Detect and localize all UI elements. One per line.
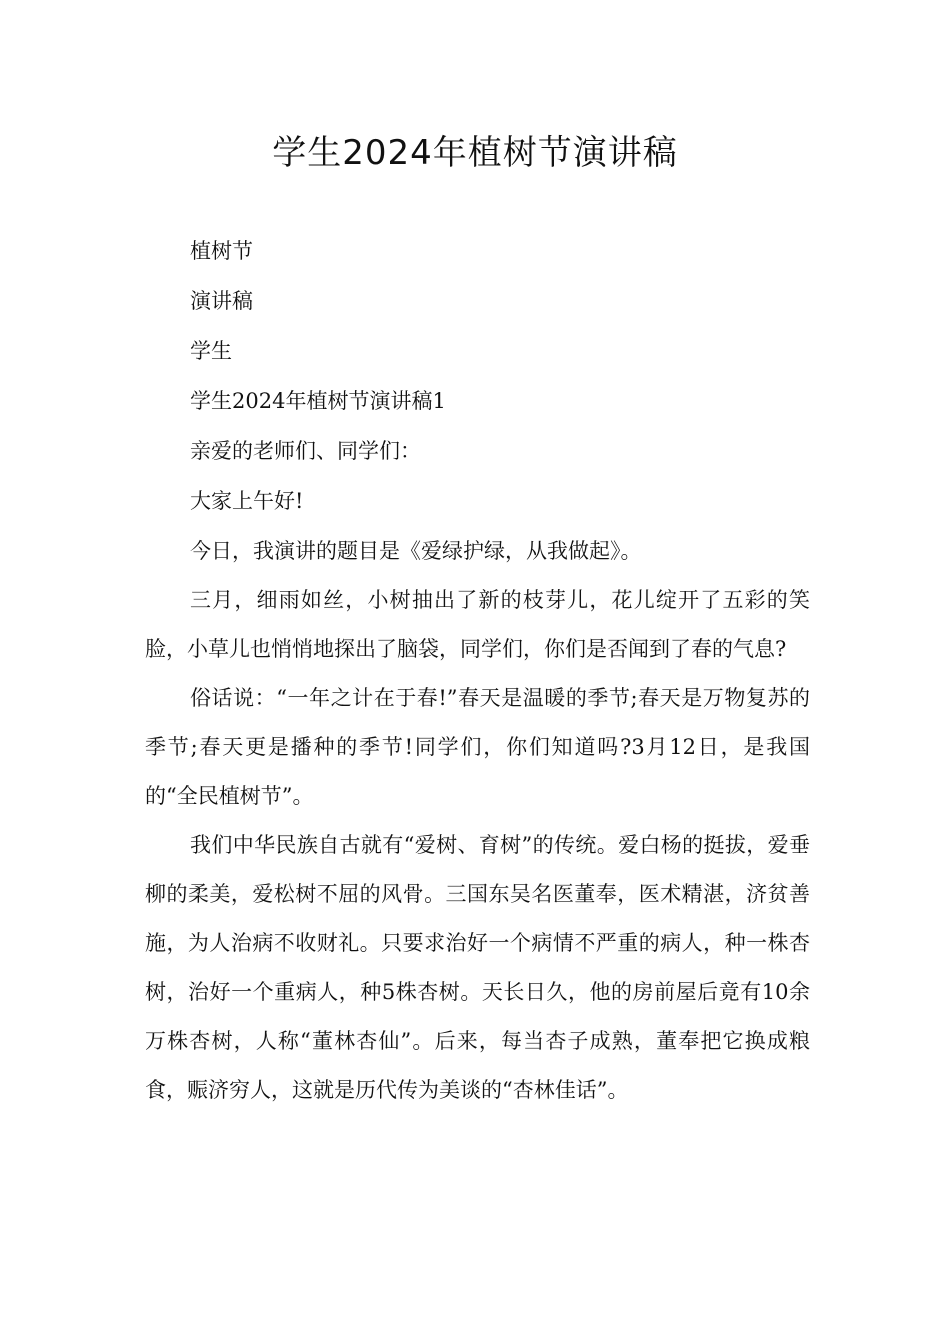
document-title: 学生2024年植树节演讲稿 (272, 133, 678, 173)
document-body (145, 226, 810, 1115)
salutation: 大家上午好! (190, 489, 304, 513)
paragraph-apricot-forest: 我们中华民族自古就有“爱树、育树”的传统。爱白杨的挺拔，爱垂柳的柔美，爱松树不屈的风骨。三国东吴名医董奉，医术精湛，济贫善施，为人治病不收财礼。只要求治好一个病情不严重的病人，种一株杏树，治好一个重病人，种5株杏树。天长日久，他的房前屋后竟有10余万株杏树，人称“董林杏仙”。后来，每当杏子成熟，董奉把它换成粮食，赈济穷人，这就是历代传为美谈的“杏林佳话”。 (145, 833, 810, 1102)
speech-subtitle: 学生2024年植树节演讲稿1 (190, 389, 446, 413)
keyword-tree-planting-day: 植树节 (190, 239, 253, 263)
paragraph-march: 三月，细雨如丝，小树抽出了新的枝芽儿，花儿绽开了五彩的笑脸，小草儿也悄悄地探出了脑袋，同学们，你们是否闻到了春的气息? (145, 588, 810, 661)
speech-topic: 今日，我演讲的题目是《爱绿护绿，从我做起》。 (190, 539, 642, 563)
keyword-student: 学生 (190, 339, 232, 363)
paragraph-spring-proverb: 俗话说：“一年之计在于春!”春天是温暖的季节;春天是万物复苏的季节;春天更是播种的季节!同学们，你们知道吗?3月12日，是我国的“全民植树节”。 (145, 686, 810, 808)
greeting: 亲爱的老师们、同学们： (190, 439, 421, 463)
keyword-speech: 演讲稿 (190, 289, 253, 313)
